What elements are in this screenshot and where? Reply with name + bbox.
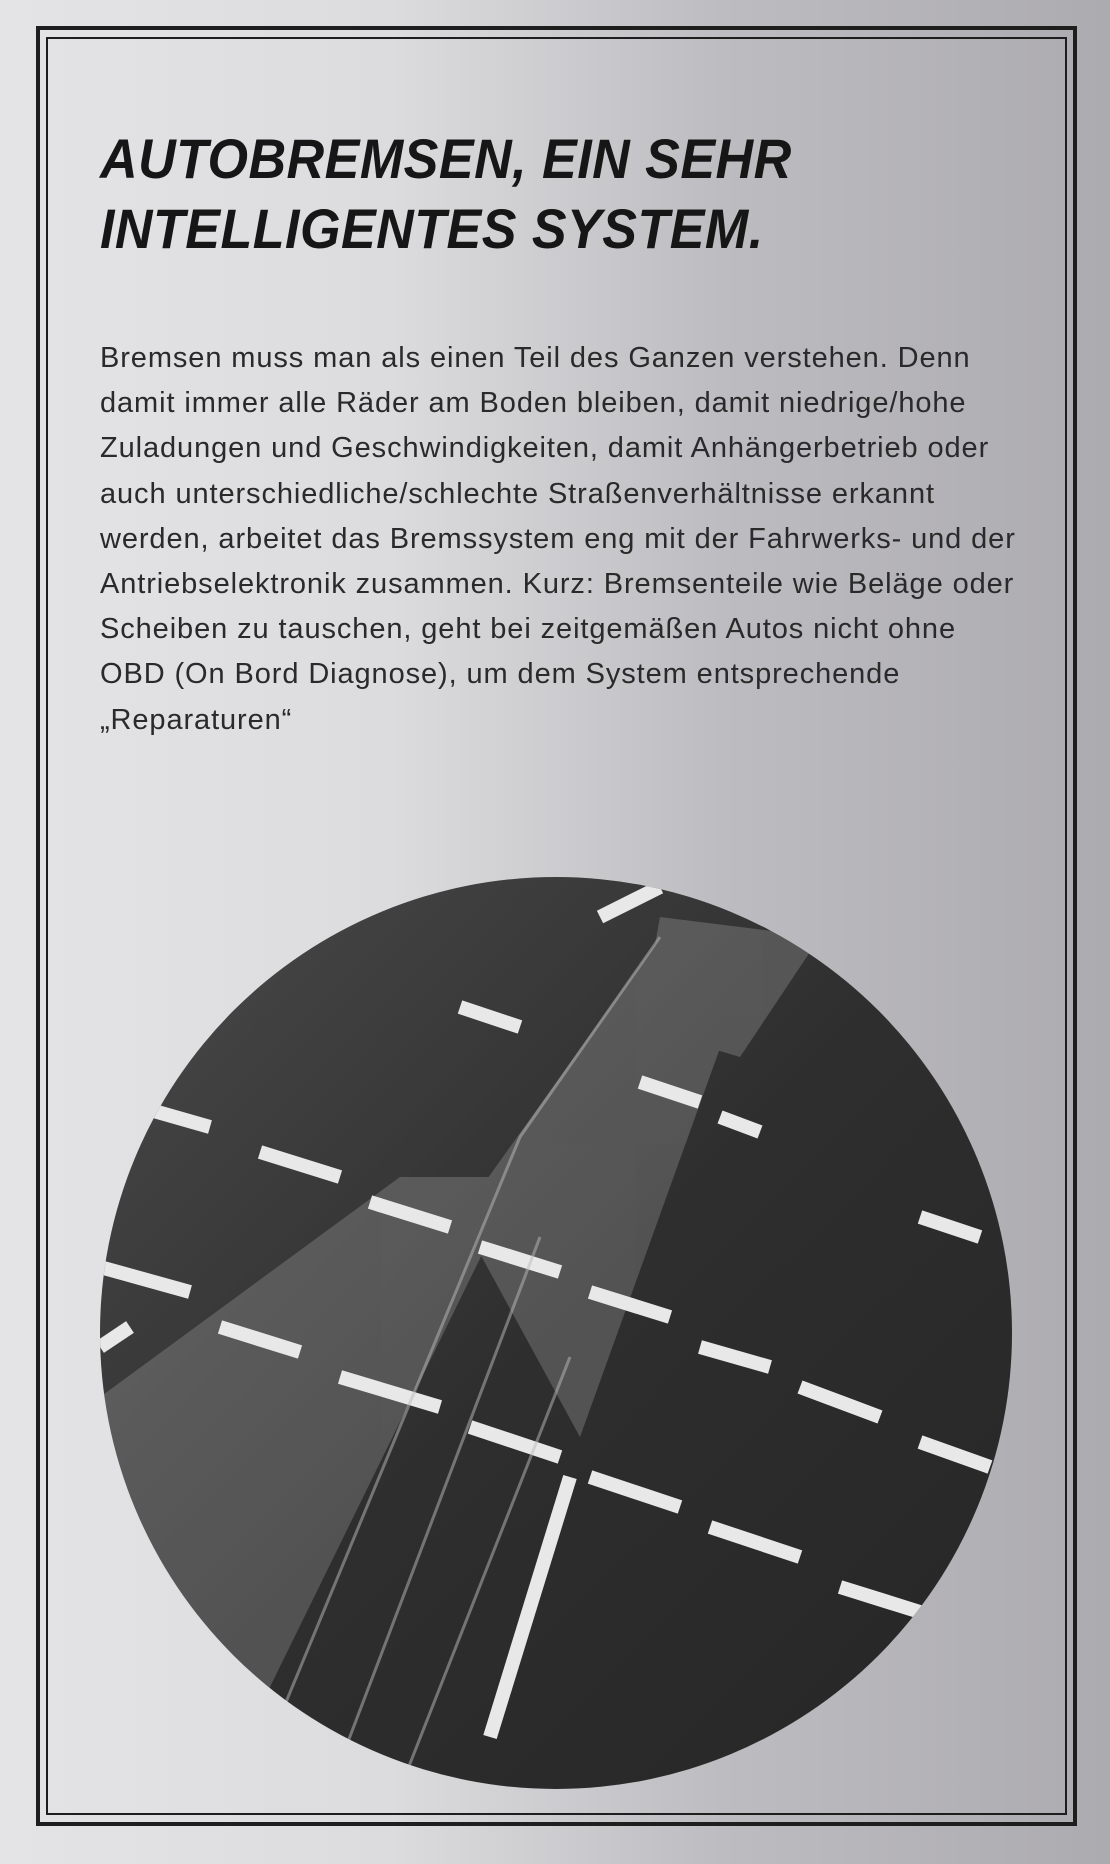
title-line-1: AUTOBREMSEN, EIN SEHR bbox=[100, 127, 792, 190]
article-title bbox=[100, 124, 792, 264]
road-photo-circle bbox=[100, 877, 1012, 1789]
title-line-2: INTELLIGENTES SYSTEM. bbox=[100, 197, 764, 260]
article-body: Bremsen muss man als einen Teil des Ganzen verstehen. Denn damit immer alle Räder am Boden bleiben, damit niedrige/hohe Zuladungen und Geschwindigkeiten, damit Anhängerbetrieb oder auch unterschiedliche/schlechte Straßenverhältnisse erkannt werden, arbeitet das Bremssystem eng mit der Fahrwerks- und der Antriebselektronik zusammen. Kurz: Bremsenteile wie Beläge oder Scheiben zu tauschen, geht bei zeitgemäßen Autos nicht ohne OBD (On Bord Diagnose), um dem System entsprechende „Reparaturen“ bbox=[100, 342, 1016, 736]
